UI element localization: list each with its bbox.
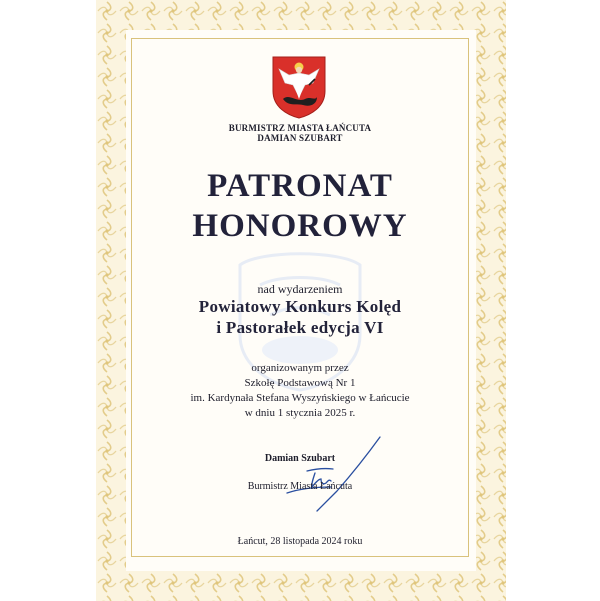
signer-name: Damian Szubart	[264, 453, 336, 464]
intro-text: nad wydarzeniem	[257, 282, 343, 296]
event-name-line2: i Pastorałek edycja VI	[216, 318, 384, 337]
organizer-school-patron: im. Kardynała Stefana Wyszyńskiego w Łańcucie	[190, 392, 410, 404]
handwritten-signature-icon	[285, 435, 390, 513]
authority-name: DAMIAN SZUBART	[257, 133, 343, 143]
authority-title: BURMISTRZ MIASTA ŁAŃCUTA	[228, 123, 372, 133]
certificate-title-line2: HONOROWY	[192, 208, 408, 244]
coat-of-arms-icon	[271, 55, 327, 119]
organizer-intro: organizowanym przez	[251, 362, 349, 374]
event-name-line1: Powiatowy Konkurs Kolęd	[198, 297, 402, 316]
organizer-school: Szkołę Podstawową Nr 1	[244, 377, 356, 389]
place-and-date: Łańcut, 28 listopada 2024 roku	[237, 536, 363, 547]
certificate-title-line1: PATRONAT	[207, 168, 393, 204]
signer-role: Burmistrz Miasta Łańcuta	[247, 481, 353, 492]
event-date: w dniu 1 stycznia 2025 r.	[244, 407, 356, 419]
